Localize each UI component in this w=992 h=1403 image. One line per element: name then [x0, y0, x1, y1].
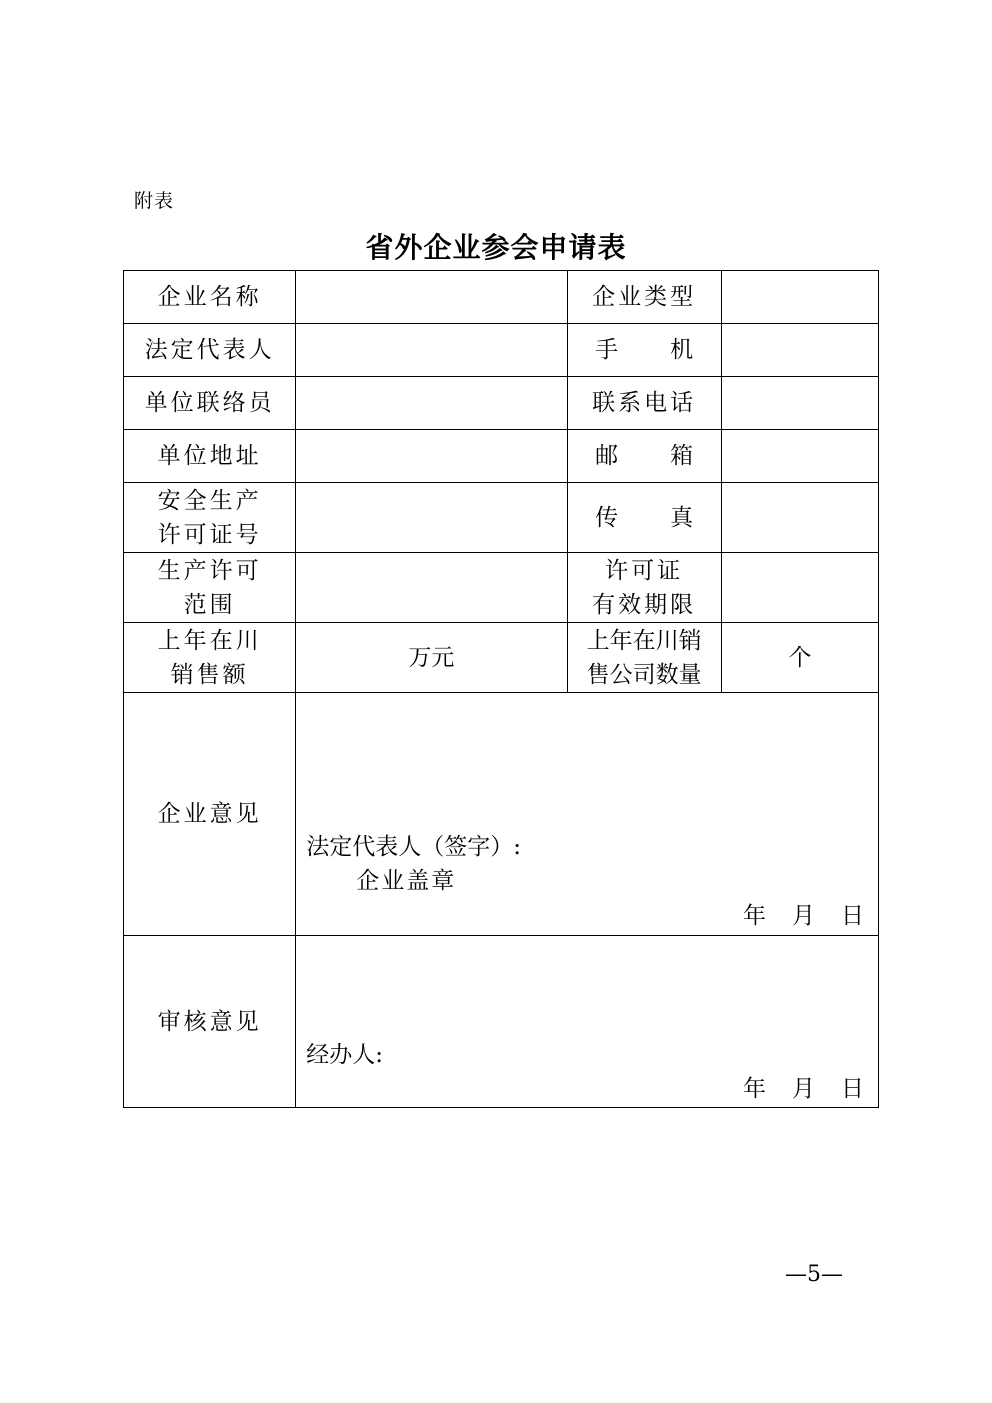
date-month: 月	[792, 903, 815, 929]
label-email-char-2: 箱	[670, 443, 694, 469]
label-scope-line1: 生产许可	[157, 557, 262, 584]
label-fax-char-2: 真	[670, 504, 694, 531]
field-mobile[interactable]	[721, 324, 878, 377]
label-fax-char-1: 传	[595, 504, 619, 531]
seal-line: 企业盖章	[356, 868, 457, 894]
label-review-opinion: 审核意见	[124, 936, 296, 1108]
label-validity-line1: 许可证	[605, 557, 684, 584]
label-company-type: 企业类型	[567, 271, 721, 324]
form-row-safety-license	[124, 483, 879, 553]
form-row-review-opinion	[124, 936, 879, 1108]
label-company-name: 企业名称	[124, 271, 296, 324]
field-branches[interactable]	[721, 623, 878, 693]
page-number: —5—	[785, 1262, 843, 1287]
label-mobile-char-2: 机	[670, 337, 694, 363]
label-company-opinion: 企业意见	[124, 693, 296, 936]
branches-unit: 个	[788, 644, 812, 671]
signature-line: 法定代表人（签字）:	[306, 834, 521, 860]
field-address[interactable]	[296, 430, 567, 483]
label-safety-license	[124, 483, 296, 553]
label-safety-license-line1: 安全生产	[157, 487, 262, 514]
label-legal-rep: 法定代表人	[124, 324, 296, 377]
application-form-table	[123, 270, 879, 1108]
field-company-type[interactable]	[721, 271, 878, 324]
field-sales[interactable]	[296, 623, 567, 693]
form-title: 省外企业参会申请表	[365, 231, 627, 264]
label-fax	[567, 483, 721, 553]
label-mobile	[567, 324, 721, 377]
field-contact-phone[interactable]	[721, 377, 878, 430]
label-sales-line2: 销售额	[170, 661, 249, 688]
date-day: 日	[841, 903, 864, 929]
form-row-company-opinion	[124, 693, 879, 936]
label-contact-phone: 联系电话	[567, 377, 721, 430]
label-branches-line1: 上年在川销	[586, 627, 702, 654]
sales-unit: 万元	[408, 644, 455, 671]
label-validity-line2: 有效期限	[592, 591, 697, 618]
label-branches-line2: 售公司数量	[586, 661, 702, 688]
form-row-scope	[124, 553, 879, 623]
label-scope	[124, 553, 296, 623]
label-validity	[567, 553, 721, 623]
review-opinion-date	[743, 1072, 864, 1106]
date-year: 年	[743, 1076, 766, 1102]
form-row-sales	[124, 623, 879, 693]
label-address: 单位地址	[124, 430, 296, 483]
label-safety-license-line2: 许可证号	[157, 521, 262, 548]
form-row-address	[124, 430, 879, 483]
label-liaison: 单位联络员	[124, 377, 296, 430]
label-scope-line2: 范围	[183, 591, 236, 618]
company-opinion-date	[743, 899, 864, 933]
field-email[interactable]	[721, 430, 878, 483]
field-liaison[interactable]	[296, 377, 567, 430]
field-validity[interactable]	[721, 553, 878, 623]
form-row-company-name	[124, 271, 879, 324]
field-safety-license[interactable]	[296, 483, 567, 553]
field-company-opinion[interactable]	[296, 693, 879, 936]
form-row-liaison	[124, 377, 879, 430]
date-year: 年	[743, 903, 766, 929]
field-review-opinion[interactable]	[296, 936, 879, 1108]
label-email	[567, 430, 721, 483]
label-mobile-char-1: 手	[595, 337, 619, 363]
field-scope[interactable]	[296, 553, 567, 623]
field-legal-rep[interactable]	[296, 324, 567, 377]
date-day: 日	[841, 1076, 864, 1102]
field-company-name[interactable]	[296, 271, 567, 324]
handler-line: 经办人:	[306, 1042, 383, 1068]
label-email-char-1: 邮	[595, 443, 619, 469]
label-sales-line1: 上年在川	[157, 627, 262, 654]
label-branches	[567, 623, 721, 693]
date-month: 月	[792, 1076, 815, 1102]
attachment-label: 附表	[134, 190, 175, 212]
label-sales	[124, 623, 296, 693]
field-fax[interactable]	[721, 483, 878, 553]
form-row-legal-rep	[124, 324, 879, 377]
